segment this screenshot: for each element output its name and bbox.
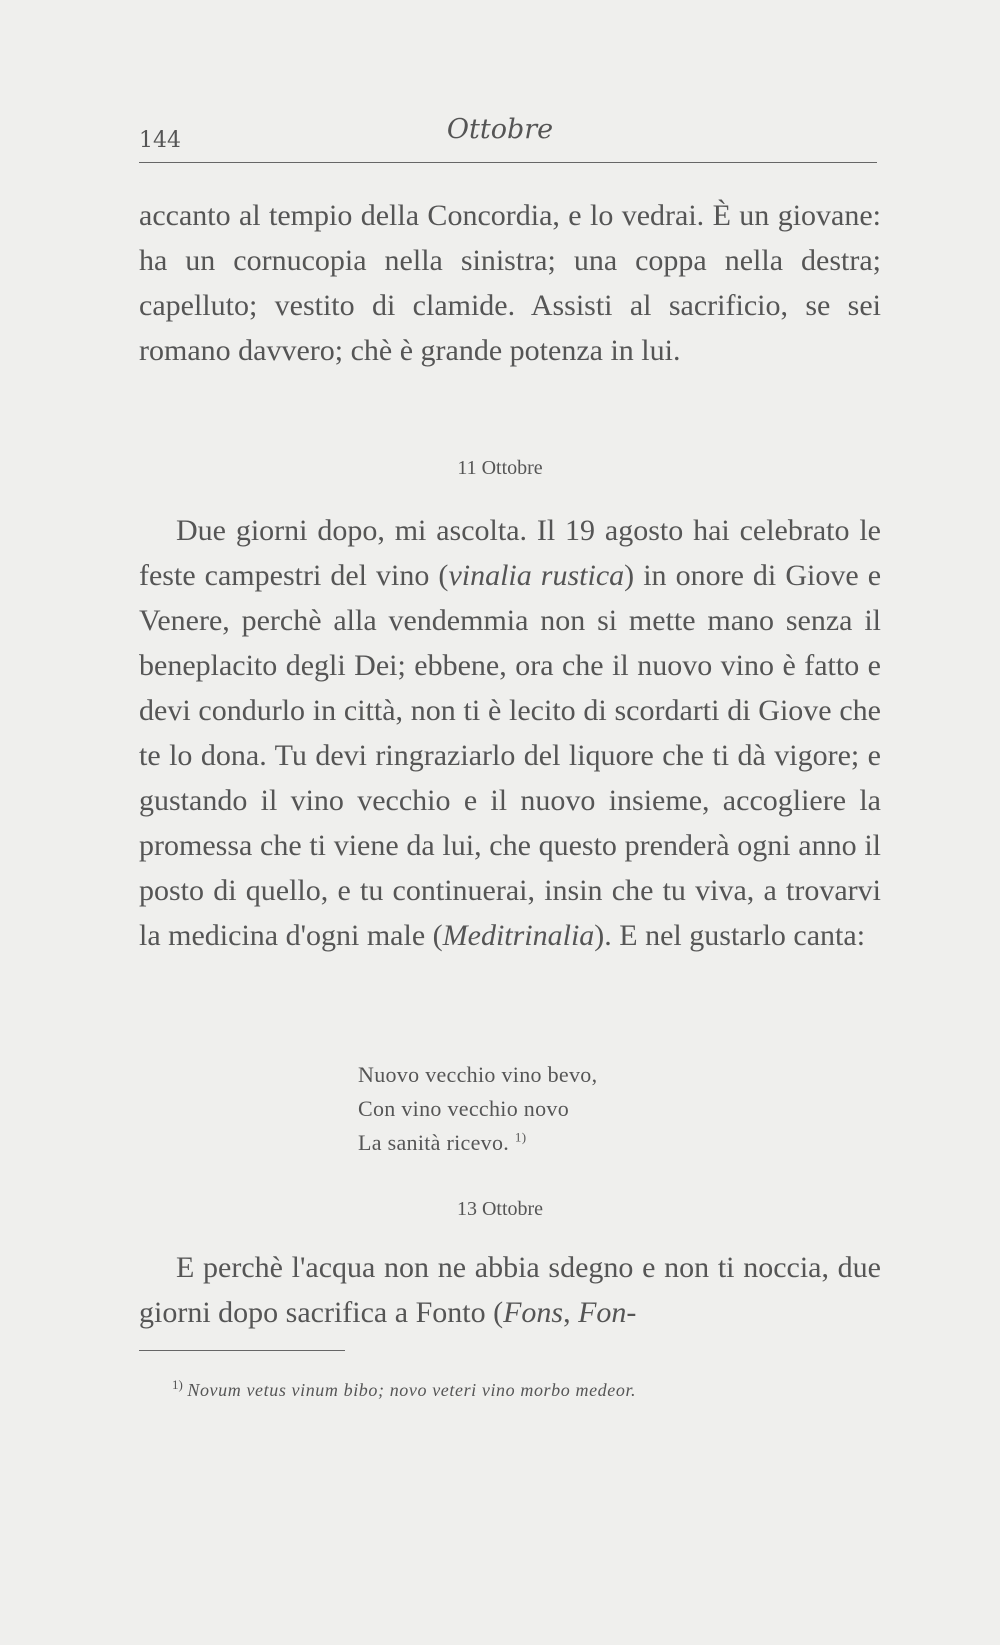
footnote [172, 1377, 637, 1401]
paragraph-text [139, 508, 881, 958]
italic-term-fons: Fons [503, 1296, 564, 1329]
paragraph-13-october [139, 1245, 881, 1335]
text-run: , [563, 1296, 579, 1329]
paragraph-text [139, 1245, 881, 1335]
text-run: ). E nel gustarlo canta: [594, 919, 866, 952]
date-heading-13-october: 13 Ottobre [456, 1198, 544, 1220]
paragraph-text: accanto al tempio della Concordia, e lo vedrai. È un giovane: ha un cornucopia nella sinistra; una coppa nella destra; capelluto; vestito di clamide. Assisti al sacrificio, se sei romano davvero; chè è grande potenza in lui. [139, 199, 881, 367]
verse-line-3-text: La sanità ricevo. [358, 1130, 510, 1155]
paragraph-11-october [139, 508, 881, 958]
header-rule [139, 162, 877, 163]
italic-term-meditrinalia: Meditrinalia [442, 919, 595, 952]
text-run: ) in onore di Giove e Venere, perchè alla vendemmia non si mette mano senza il beneplacito degli Dei; ebbene, ora che il nuovo vino è fatto e devi condurlo in città, non ti è lecito di scordarti di Giove che te lo dona. Tu devi ringraziarlo del liquore che ti dà vigore; e gustando il vino vecchio e il nuovo insieme, accogliere la promessa che ti viene da lui, che questo prenderà ogni anno il posto di quello, e tu continuerai, insin che tu viva, a trovarvi la medicina d'ogni male ( [139, 559, 882, 952]
italic-term-fon: Fon- [578, 1296, 637, 1329]
verse-line-1: Nuovo vecchio vino bevo, [358, 1062, 598, 1087]
italic-term-vinalia-rustica: vinalia rustica [448, 559, 625, 592]
text-run: Due giorni dopo, mi ascolta. Il 19 agosto hai celebrato le feste campestri del vino ( [139, 514, 881, 592]
date-heading-11-october: 11 Ottobre [457, 457, 543, 479]
footnote-marker: 1) [172, 1377, 183, 1392]
page-number: 144 [139, 128, 181, 153]
verse-block [358, 1058, 597, 1160]
footnote-rule [139, 1350, 345, 1351]
footnote-reference: 1) [514, 1129, 527, 1145]
verse-line-2: Con vino vecchio novo [358, 1096, 569, 1121]
paragraph-continuation [139, 193, 881, 373]
running-title: Ottobre [446, 114, 554, 145]
verse-line-3 [358, 1126, 597, 1160]
text-run: E perchè l'acqua non ne abbia sdegno e non ti noccia, due giorni dopo sacrifica a Fonto ( [139, 1251, 881, 1329]
footnote-text: Novum vetus vinum bibo; novo veteri vino morbo medeor. [187, 1380, 637, 1400]
